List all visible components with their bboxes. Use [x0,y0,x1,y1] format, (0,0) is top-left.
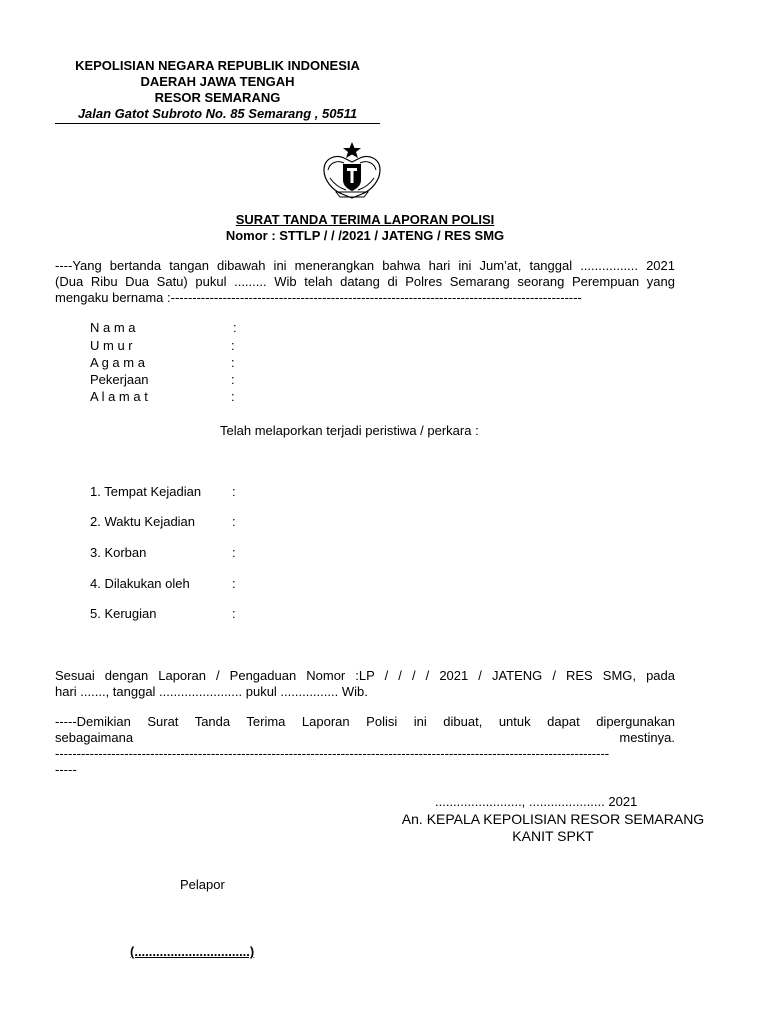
closing-line-2 [55,730,675,746]
closing-line-3: -------------------------------------------------------------------------------------------------------------------------------- [55,746,610,761]
police-emblem-icon [318,140,386,202]
field-alamat-colon: : [231,389,235,404]
intro-paragraph [55,258,675,306]
field-umur-label: U m u r [90,338,133,353]
field-umur-colon: : [231,338,235,353]
item-tempat-colon: : [232,484,236,499]
field-nama-label: N a m a [90,320,136,335]
signature-title: KANIT SPKT [512,828,594,844]
closing-line-1: -----Demikian Surat Tanda Terima Laporan Polisi ini dibuat, untuk dapat dipergunakan [55,714,675,729]
reference-paragraph [55,668,675,700]
intro-line-1: ----Yang bertanda tangan dibawah ini menerangkan bahwa hari ini Jum’at, tanggal ................ 2021 [55,258,675,273]
pelapor-name-line: (................................) [130,944,255,959]
item-korban-colon: : [232,545,236,560]
field-nama-colon: : [233,320,237,335]
intro-line-2: (Dua Ribu Dua Satu) pukul ......... Wib telah datang di Polres Semarang seorang Perempuan yang [55,274,675,289]
field-pekerjaan-colon: : [231,372,235,387]
item-tempat-label: 1. Tempat Kejadian [90,484,202,499]
reference-line-2: hari ......., tanggal ....................... pukul ................ Wib. [55,684,368,699]
field-agama-label: A g a m a [90,355,145,370]
reported-statement: Telah melaporkan terjadi peristiwa / perkara : [220,423,479,438]
closing-line-2b: mestinya. [619,730,675,745]
document-title [0,212,730,227]
field-pekerjaan-label: Pekerjaan [90,372,149,387]
intro-line-3: mengaku bernama :----------------------------------------------------------------------------------------------- [55,290,582,305]
item-kerugian-label: 5. Kerugian [90,606,157,621]
agency-address: Jalan Gatot Subroto No. 85 Semarang , 50511 [77,106,358,121]
closing-line-2a: sebagaimana [55,730,134,745]
item-korban-label: 3. Korban [90,545,147,560]
agency-name: KEPOLISIAN NEGARA REPUBLIK INDONESIA [75,58,360,73]
reference-line-1: Sesuai dengan Laporan / Pengaduan Nomor :LP / / / / 2021 / JATENG / RES SMG, pada [55,668,675,683]
item-dilakukan-label: 4. Dilakukan oleh [90,576,190,591]
signature-authority: An. KEPALA KEPOLISIAN RESOR SEMARANG [401,811,705,827]
item-kerugian-colon: : [232,606,236,621]
field-alamat-label: A l a m a t [90,389,148,404]
item-dilakukan-colon: : [232,576,236,591]
agency-region: DAERAH JAWA TENGAH [140,74,295,89]
signature-place-date: ........................, ..................... 2021 [435,794,638,809]
item-waktu-label: 2. Waktu Kejadian [90,514,196,529]
item-waktu-colon: : [232,514,236,529]
document-title-text: SURAT TANDA TERIMA LAPORAN POLISI [235,212,495,227]
document-number: Nomor : STTLP / / /2021 / JATENG / RES SMG [225,228,505,243]
closing-paragraph [55,714,675,778]
closing-line-4: ----- [55,762,77,777]
header-divider [55,123,380,124]
pelapor-label: Pelapor [180,877,225,892]
agency-resor: RESOR SEMARANG [154,90,281,105]
field-agama-colon: : [231,355,235,370]
